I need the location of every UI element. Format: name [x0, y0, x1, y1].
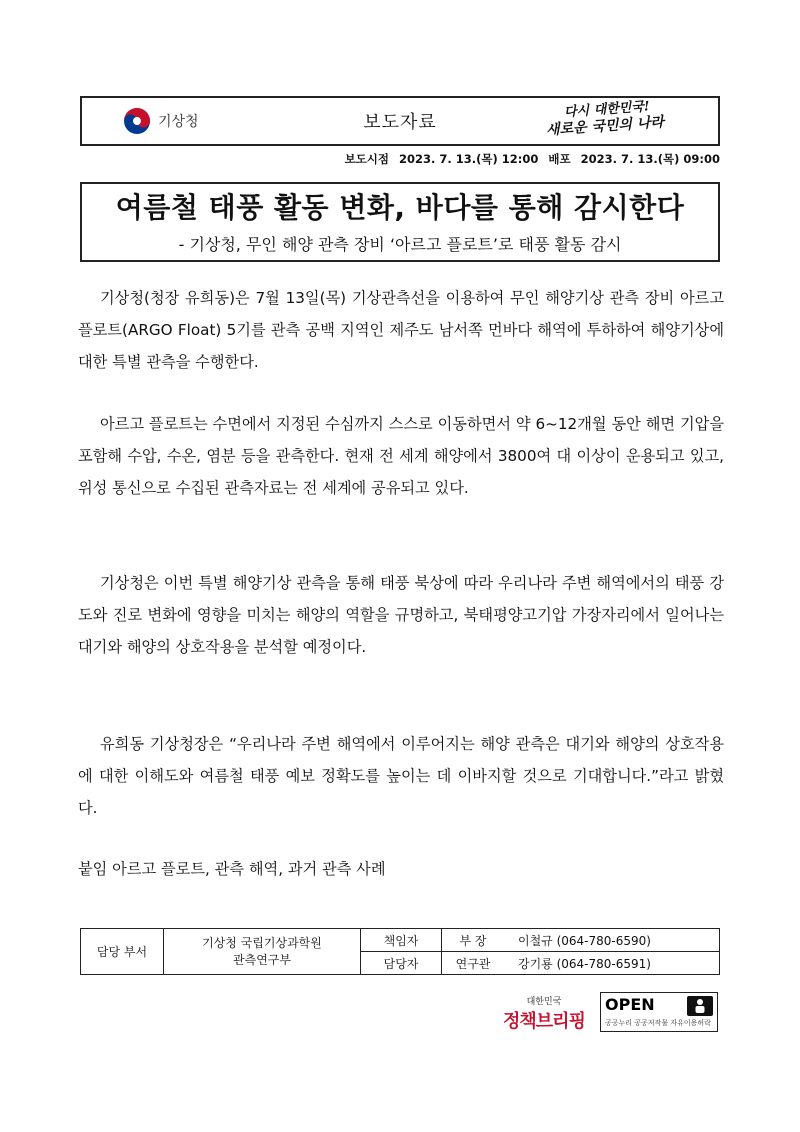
embargo-label: 보도시점 [344, 152, 390, 166]
attribution-person-icon [687, 996, 713, 1016]
document-kind: 보도자료 [363, 112, 437, 133]
kogl-open-badge [600, 992, 718, 1032]
role-label-cell: 책임자 [361, 929, 442, 952]
briefing-logo-top: 대한민국 [526, 997, 562, 1007]
distribution-value: 2023. 7. 13.(목) 09:00 [580, 152, 720, 166]
dept-line-1: 기상청 국립기상과학원 [202, 935, 322, 950]
government-slogan [540, 100, 710, 144]
embargo-value: 2023. 7. 13.(목) 12:00 [399, 152, 539, 166]
slogan-line-2: 새로운 국민의 나라 [545, 114, 665, 139]
person-cell: 강기룡 (064-780-6591) [504, 952, 720, 975]
dept-line-2: 관측연구부 [233, 952, 291, 967]
body-paragraph-4: 유희동 기상청장은 “우리나라 주변 해역에서 이루어지는 해양 관측은 대기와 해양의 상호작용에 대한 이해도와 여름철 태풍 예보 정확도를 높이는 데 이바지할 것으로 기대합니다.”라고 밝혔다. [78, 735, 724, 817]
table-row [81, 929, 720, 952]
role-label-cell: 담당자 [361, 952, 442, 975]
attachment-note: 붙임 아르고 플로트, 관측 해역, 과거 관측 사례 [78, 860, 386, 878]
taegeuk-emblem-icon [122, 106, 152, 136]
policy-briefing-logo [496, 994, 592, 1032]
headline: 여름철 태풍 활동 변화, 바다를 통해 감시한다 [115, 191, 685, 224]
contact-table [80, 928, 720, 975]
slogan-line-1: 다시 대한민국! [563, 99, 651, 121]
distribution-label: 배포 [548, 152, 571, 166]
role-title-cell: 부 장 [442, 929, 505, 952]
dept-cell [164, 929, 361, 975]
briefing-logo-main: 정책브리핑 [503, 1011, 585, 1032]
body-paragraph-1: 기상청(청장 유희동)은 7월 13일(목) 기상관측선을 이용하여 무인 해양기상 관측 장비 아르고 플로트(ARGO Float) 5기를 관측 공백 지역인 제주도 남서쪽 먼바다 해역에 투하하여 해양기상에 대한 특별 관측을 수행한다. [78, 289, 724, 371]
subheadline: - 기상청, 무인 해양 관측 장비 ‘아르고 플로트’로 태풍 활동 감시 [178, 235, 622, 254]
release-info [80, 151, 720, 167]
body-paragraph-3: 기상청은 이번 특별 해양기상 관측을 통해 태풍 북상에 따라 우리나라 주변 해역에서의 태풍 강도와 진로 변화에 영향을 미치는 해양의 역할을 규명하고, 북태평양고기압 가장자리에서 일어나는 대기와 해양의 상호작용을 분석할 예정이다. [78, 574, 724, 656]
person-cell: 이철규 (064-780-6590) [504, 929, 720, 952]
agency-name: 기상청 [158, 114, 199, 130]
dept-label-cell: 담당 부서 [81, 929, 164, 975]
agency-logo [122, 103, 199, 139]
body-paragraph-2: 아르고 플로트는 수면에서 지정된 수심까지 스스로 이동하면서 약 6~12개월 동안 해면 기압을 포함해 수압, 수온, 염분 등을 관측한다. 현재 전 세계 해양에서 3800여 대 이상이 운용되고 있고, 위성 통신으로 수집된 관측자료는 전 세계에 공유되고 있다. [78, 415, 724, 497]
open-license-text: 공공누리 공공저작물 자유이용허락 [605, 1019, 711, 1027]
open-word: OPEN [605, 995, 655, 1014]
role-title-cell: 연구관 [442, 952, 505, 975]
